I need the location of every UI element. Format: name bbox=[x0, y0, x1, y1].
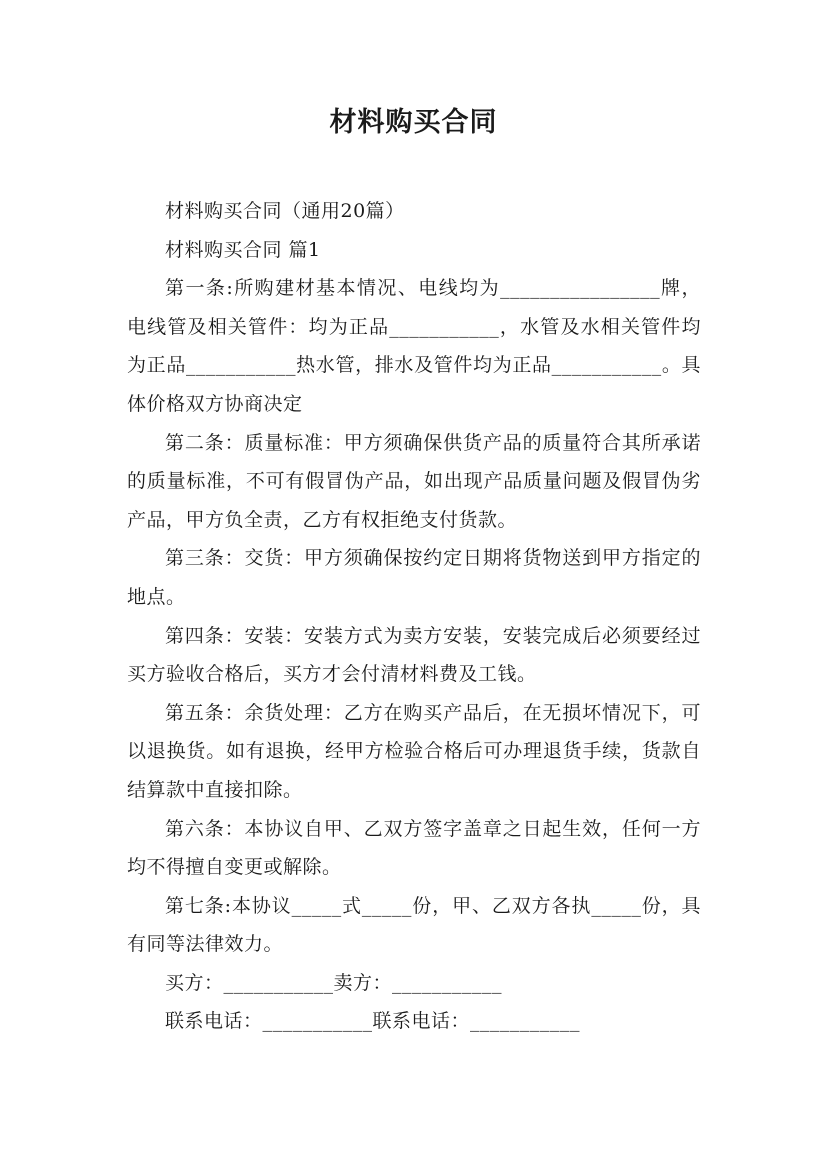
clause-2: 第二条：质量标准：甲方须确保供货产品的质量符合其所承诺的质量标准，不可有假冒伪产品，如出现产品质量问题及假冒伪劣产品，甲方负全责，乙方有权拒绝支付货款。 bbox=[127, 431, 701, 531]
clause-7: 第七条:本协议_____式_____份，甲、乙双方各执_____份，具有同等法律效力。 bbox=[127, 894, 701, 956]
clause-6: 第六条：本协议自甲、乙双方签字盖章之日起生效，任何一方均不得擅自变更或解除。 bbox=[127, 817, 701, 879]
contact-phone-line: 联系电话：___________联系电话：___________ bbox=[165, 1010, 581, 1033]
clause-5: 第五条：余货处理：乙方在购买产品后，在无损坏情况下，可以退换货。如有退换，经甲方检验合格后可办理退货手续，货款自结算款中直接扣除。 bbox=[127, 701, 701, 801]
subtitle-line: 材料购买合同（通用20篇） bbox=[165, 200, 405, 222]
document-title: 材料购买合同 bbox=[329, 107, 498, 138]
section-heading: 材料购买合同 篇1 bbox=[165, 238, 321, 261]
buyer-seller-line: 买方：___________卖方：___________ bbox=[165, 971, 503, 994]
clause-3: 第三条：交货：甲方须确保按约定日期将货物送到甲方指定的地点。 bbox=[127, 547, 701, 608]
clause-1: 第一条:所购建材基本情况、电线均为________________牌，电线管及相关管件：均为正品___________，水管及水相关管件均为正品___________热水管，排水及管件均为正品___________。具体价格双方协商决定 bbox=[127, 277, 701, 415]
clause-4: 第四条：安装：安装方式为卖方安装，安装完成后必须要经过买方验收合格后，买方才会付清材料费及工钱。 bbox=[127, 624, 701, 686]
document-body bbox=[127, 192, 701, 1041]
